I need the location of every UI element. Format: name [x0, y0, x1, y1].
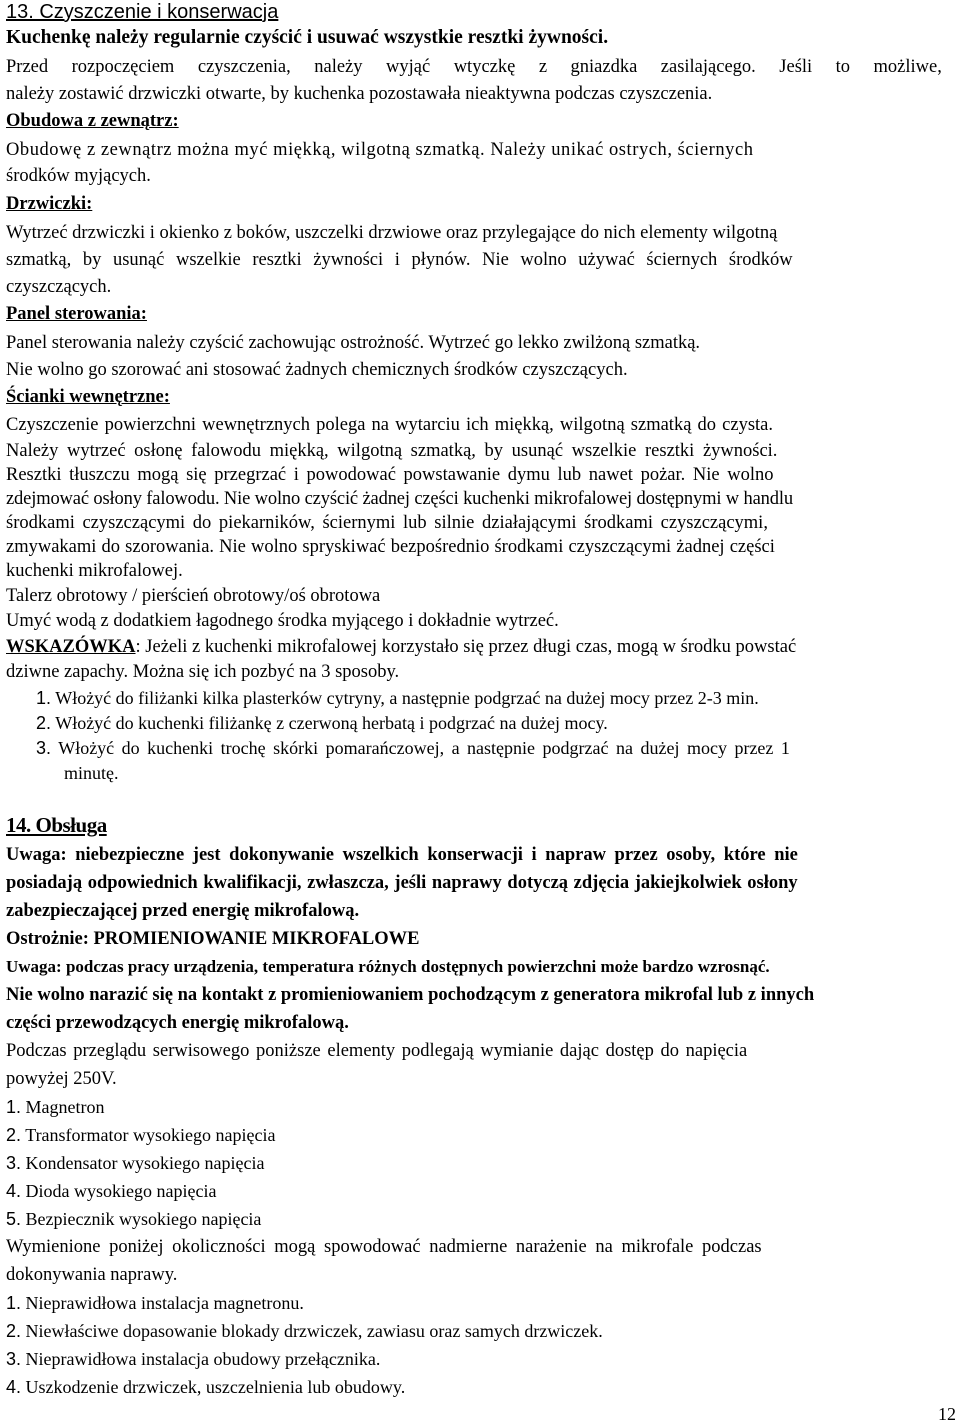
- note-line: Uwaga: podczas pracy urządzenia, temperatura różnych dostępnych powierzchni może bardzo wzrosnąć.: [6, 957, 770, 976]
- list-text: Nieprawidłowa instalacja obudowy przełącznika.: [25, 1349, 381, 1369]
- tip-label: WSKAZÓWKA: [6, 637, 136, 657]
- caution-text: Ostrożnie: PROMIENIOWANIE MIKROFALOWE: [6, 929, 420, 949]
- inner-walls-line-1: Czyszczenie powierzchni wewnętrznych polega na wytarciu ich miękką, wilgotną szmatką do czysta.: [6, 415, 773, 435]
- tip-line-1: [6, 635, 796, 659]
- inner-walls-line-3: Resztki tłuszczu mogą się przegrzać i powodować powstawanie dymu lub nawet pożar. Nie wolno: [6, 465, 774, 485]
- list-text: Nieprawidłowa instalacja magnetronu.: [25, 1293, 304, 1313]
- list-text: Kondensator wysokiego napięcia: [25, 1153, 265, 1173]
- list-number: 1.: [36, 688, 52, 708]
- turntable-line-2: Umyć wodą z dodatkiem łagodnego środka myjącego i dokładnie wytrzeć.: [6, 611, 559, 631]
- list-text: Transformator wysokiego napięcia: [25, 1125, 276, 1145]
- door-line-1: Wytrzeć drzwiczki i okienko z boków, uszczelki drzwiowe oraz przylegające do nich elementy wilgotną: [6, 223, 778, 243]
- list-number: 1.: [6, 1097, 22, 1117]
- turntable-line-1: Talerz obrotowy / pierścień obrotowy/oś obrotowa: [6, 586, 381, 606]
- circumstance-item-2: [6, 1319, 603, 1343]
- list-number: 5.: [6, 1209, 22, 1229]
- exposure-line-1: Nie wolno narazić się na kontakt z promieniowaniem pochodzącym z generatora mikrofal lub z innych: [6, 985, 815, 1005]
- caution-line: [6, 927, 420, 951]
- tip-item-3-continued: minutę.: [64, 763, 119, 783]
- list-text: Uszkodzenie drzwiczek, uszczelnienia lub obudowy.: [25, 1377, 406, 1397]
- section-13-heading: 13. Czyszczenie i konserwacja: [6, 1, 279, 23]
- list-text: Niewłaściwe dopasowanie blokady drzwiczek, zawiasu oraz samych drzwiczek.: [25, 1321, 603, 1341]
- tip-item-3: [36, 736, 790, 760]
- page-number: 12: [938, 1404, 956, 1424]
- list-number: 2.: [6, 1321, 22, 1341]
- warning-line-3: zabezpieczającej przed energię mikrofalową.: [6, 901, 360, 921]
- part-item-3: [6, 1151, 264, 1175]
- part-item-2: [6, 1123, 275, 1147]
- warning-line-2: posiadają odpowiednich kwalifikacji, zwłaszcza, jeśli naprawy dotyczą zdjęcia jakiejkolwiek osłony: [6, 873, 798, 893]
- circumstance-item-1: [6, 1291, 304, 1315]
- list-number: 2.: [6, 1125, 22, 1145]
- part-item-1: [6, 1095, 105, 1119]
- outer-housing-title: Obudowa z zewnątrz:: [6, 111, 179, 131]
- inner-walls-line-6: zmywakami do szorowania. Nie wolno spryskiwać bezpośrednio środkami czyszczącymi żadnej części: [6, 537, 775, 557]
- door-line-2: szmatką, by usunąć wszelkie resztki żywności i płynów. Nie wolno używać ściernych środków: [6, 250, 793, 270]
- list-text: Bezpiecznik wysokiego napięcia: [25, 1209, 262, 1229]
- part-item-4: [6, 1179, 216, 1203]
- inner-walls-line-5: środkami czyszczącymi do piekarników, ściernymi lub silnie działającymi środkami czyszczącymi,: [6, 513, 768, 533]
- inner-walls-line-2: Należy wytrzeć osłonę falowodu miękką, wilgotną szmatką, by usunąć wszelkie resztki żywności.: [6, 441, 778, 461]
- section-14-heading: 14. Obsługa: [6, 813, 107, 837]
- list-text: Magnetron: [25, 1097, 105, 1117]
- control-panel-line-1: Panel sterowania należy czyścić zachowując ostrożność. Wytrzeć go lekko zwilżoną szmatką.: [6, 333, 701, 353]
- circumstances-line-2: dokonywania naprawy.: [6, 1265, 178, 1285]
- section-13-intro-line-2: należy zostawić drzwiczki otwarte, by kuchenka pozostawała nieaktywna podczas czyszczenia.: [6, 84, 713, 104]
- list-number: 1.: [6, 1293, 22, 1313]
- list-number: 3.: [6, 1153, 22, 1173]
- list-text: Włożyć do filiżanki kilka plasterków cytryny, a następnie podgrzać na dużej mocy przez 2-3 min.: [55, 688, 759, 708]
- door-line-3: czyszczących.: [6, 277, 112, 297]
- outer-housing-line-2: środków myjących.: [6, 166, 151, 186]
- control-panel-title: Panel sterowania:: [6, 304, 147, 324]
- exposure-line-2: części przewodzących energię mikrofalową.: [6, 1013, 349, 1033]
- inner-walls-line-7: kuchenki mikrofalowej.: [6, 561, 183, 581]
- outer-housing-line-1: Obudowę z zewnątrz można myć miękką, wilgotną szmatką. Należy unikać ostrych, ściernych: [6, 140, 754, 160]
- section-13-intro-line-1: Przed rozpoczęciem czyszczenia, należy wyjąć wtyczkę z gniazdka zasilającego. Jeśli to możliwe,: [6, 57, 942, 77]
- tip-line-2: dziwne zapachy. Można się ich pozbyć na 3 sposoby.: [6, 662, 400, 682]
- tip-item-1: [36, 686, 759, 710]
- inner-walls-line-4: zdejmować osłony falowodu. Nie wolno czyścić żadnej części kuchenki mikrofalowej dostępnymi w handlu: [6, 489, 793, 509]
- list-text: Włożyć do kuchenki filiżankę z czerwoną herbatą i podgrzać na dużej mocy.: [55, 713, 608, 733]
- tip-text: : Jeżeli z kuchenki mikrofalowej korzystało się przez długi czas, mogą w środku powstać: [135, 637, 797, 657]
- circumstances-line-1: Wymienione poniżej okoliczności mogą spowodować nadmierne narażenie na mikrofale podczas: [6, 1237, 762, 1257]
- list-number: 4.: [6, 1181, 22, 1201]
- list-number: 2.: [36, 713, 52, 733]
- list-number: 4.: [6, 1377, 22, 1397]
- part-item-5: [6, 1207, 261, 1231]
- section-13-intro-bold: Kuchenkę należy regularnie czyścić i usuwać wszystkie resztki żywności.: [6, 27, 609, 48]
- list-text: Dioda wysokiego napięcia: [25, 1181, 217, 1201]
- control-panel-line-2: Nie wolno go szorować ani stosować żadnych chemicznych środków czyszczących.: [6, 360, 628, 380]
- list-text: Włożyć do kuchenki trochę skórki pomarańczowej, a następnie podgrzać na dużej mocy przez 1: [58, 738, 790, 758]
- service-line-1: Podczas przeglądu serwisowego poniższe elementy podlegają wymianie dając dostęp do napięcia: [6, 1041, 748, 1061]
- list-number: 3.: [6, 1349, 22, 1369]
- circumstance-item-3: [6, 1347, 380, 1371]
- warning-line-1: Uwaga: niebezpieczne jest dokonywanie wszelkich konserwacji i napraw przez osoby, które nie: [6, 845, 798, 865]
- service-line-2: powyżej 250V.: [6, 1069, 117, 1089]
- door-title: Drzwiczki:: [6, 194, 93, 214]
- list-number: 3.: [36, 738, 52, 758]
- tip-item-2: [36, 711, 608, 735]
- circumstance-item-4: [6, 1375, 405, 1399]
- inner-walls-title: Ścianki wewnętrzne:: [6, 387, 170, 407]
